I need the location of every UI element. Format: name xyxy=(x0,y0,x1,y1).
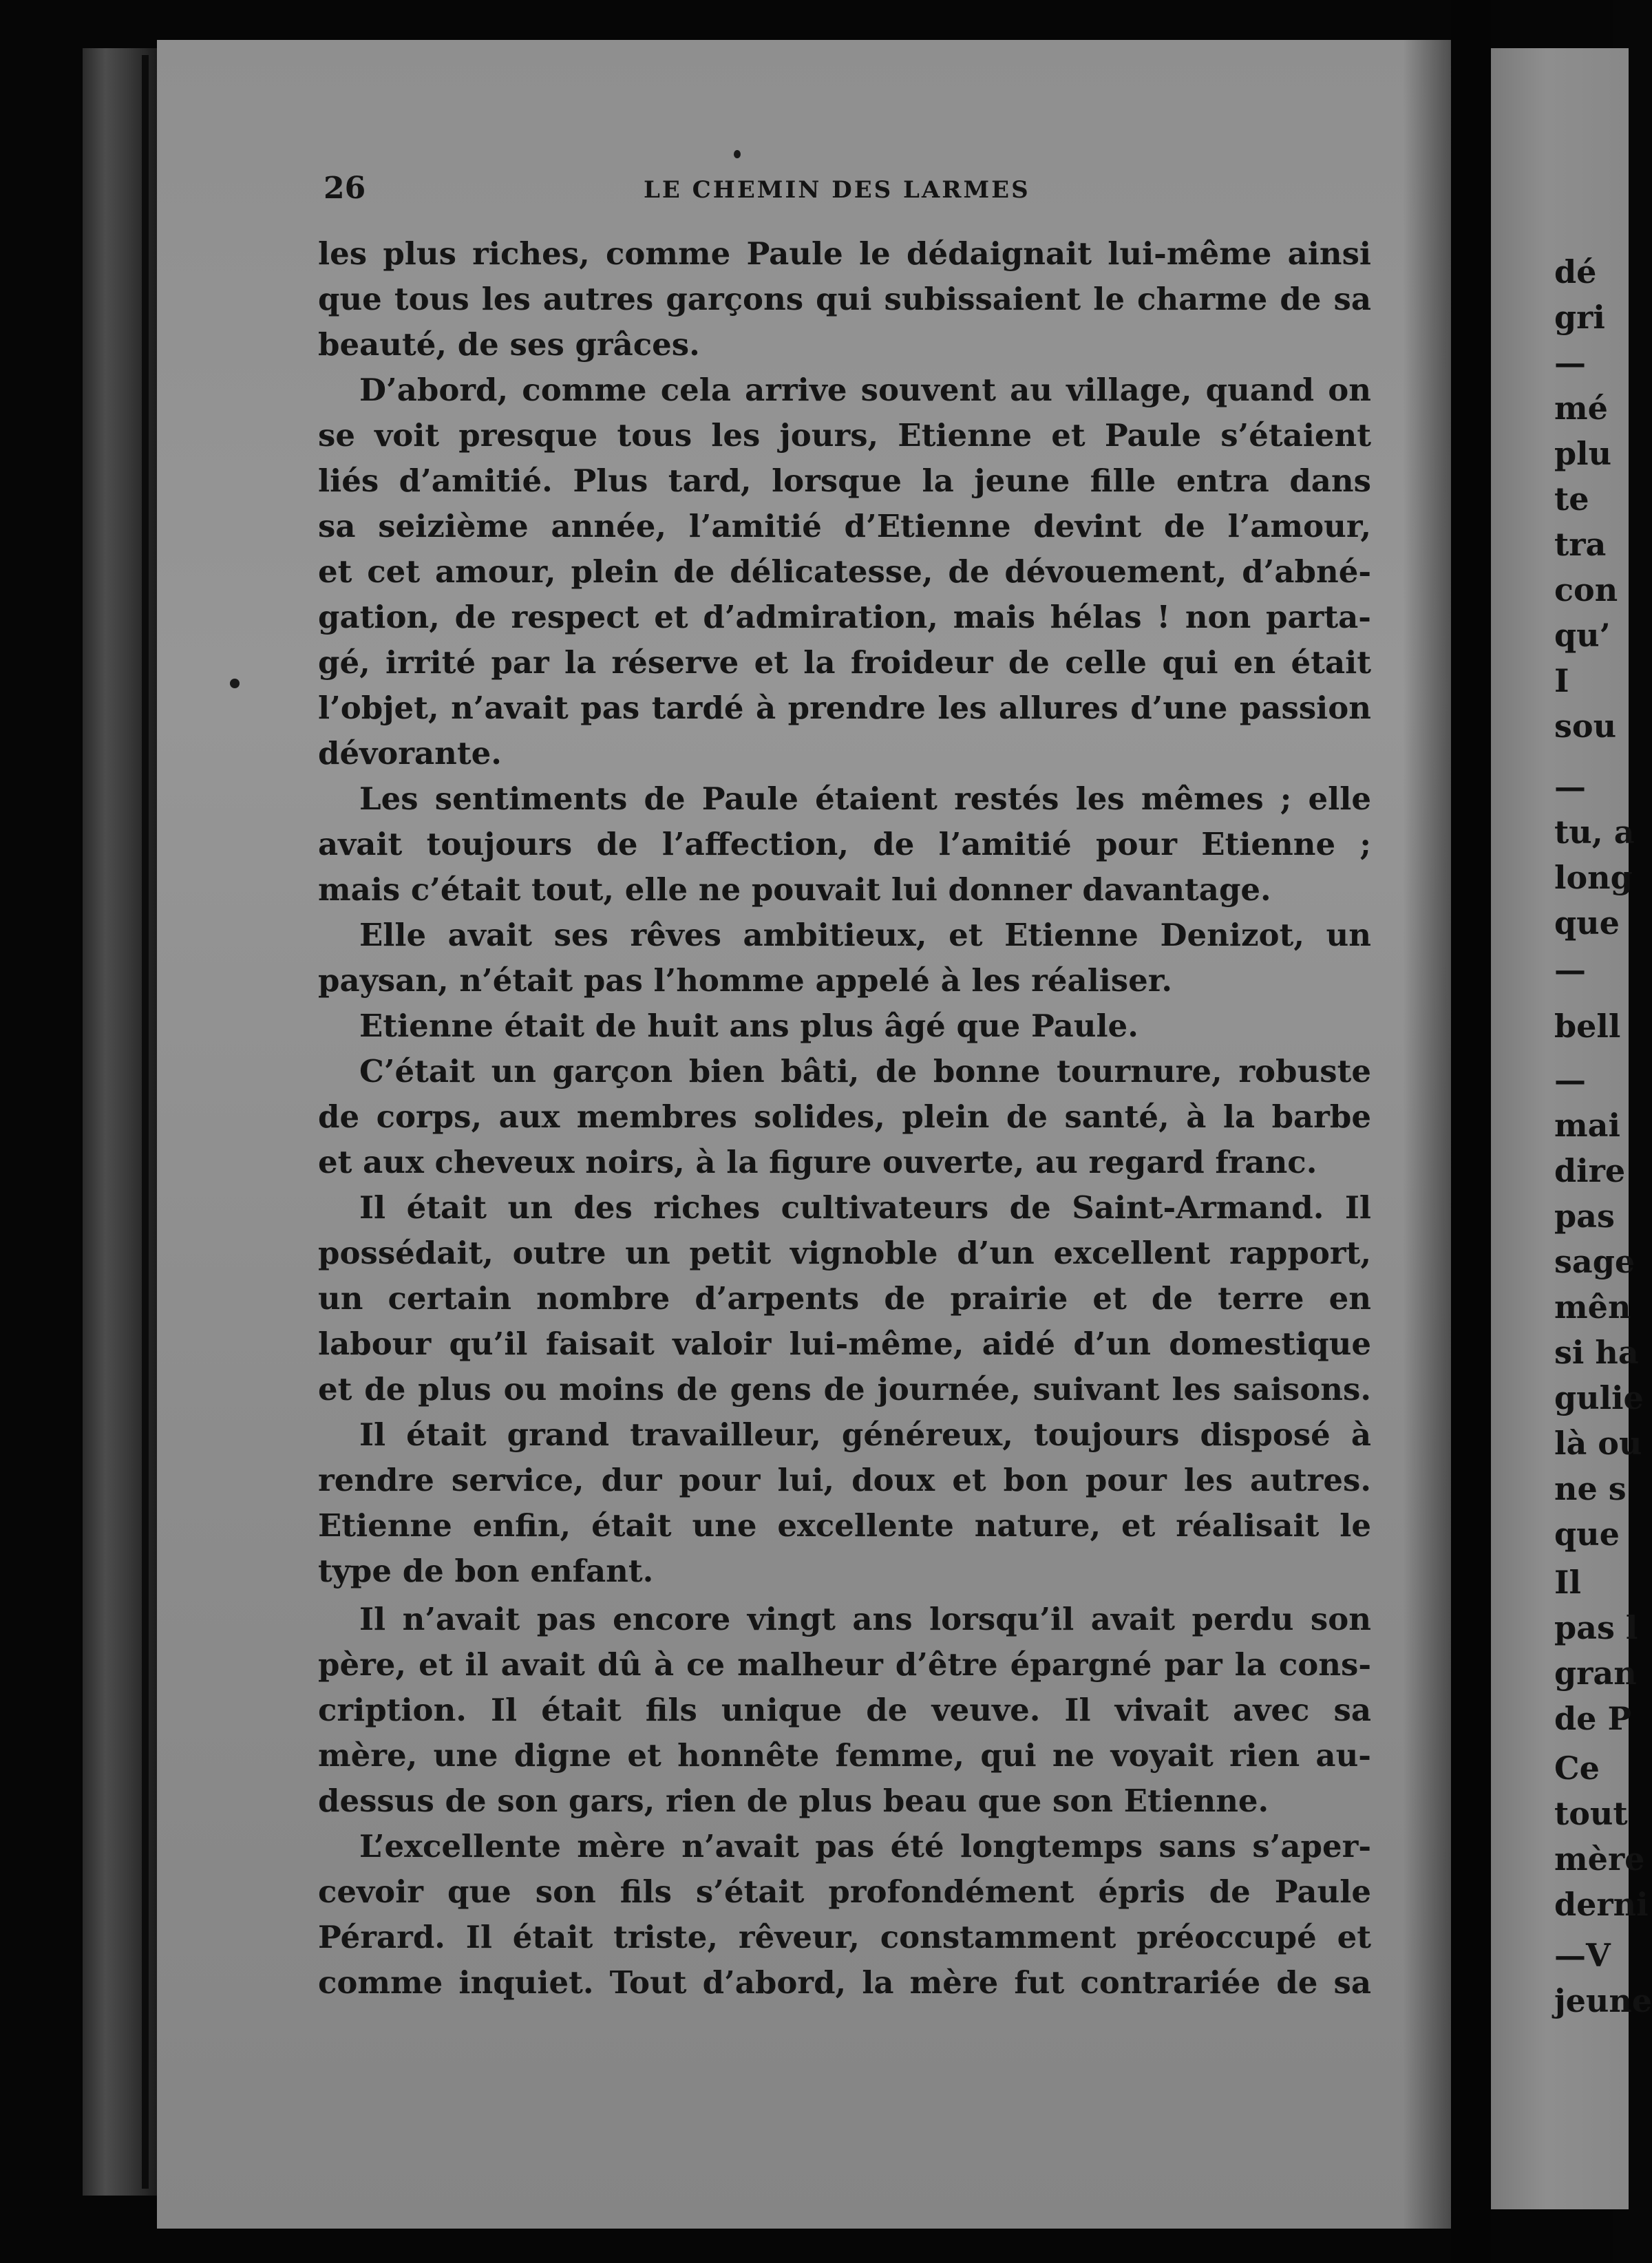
ink-spot xyxy=(734,150,741,158)
text-line: cription. Il était fils unique de veuve. Il vivait avec sa xyxy=(318,1692,1371,1728)
text-line: labour qu’il faisait valoir lui-même, aidé d’un domestique xyxy=(318,1326,1371,1362)
facing-page-text: bell xyxy=(1554,1008,1621,1045)
binding-gutter xyxy=(1451,0,1491,2263)
page-header xyxy=(324,171,1370,212)
facing-page-text: sou xyxy=(1554,708,1617,745)
page-binding-shadow xyxy=(1403,40,1451,2229)
facing-page-text: gri xyxy=(1554,299,1605,336)
facing-page-text: —V xyxy=(1554,1937,1611,1974)
facing-page-text: derni xyxy=(1554,1886,1649,1923)
text-line: l’objet, n’avait pas tardé à prendre les allures d’une passion xyxy=(318,690,1371,726)
text-line: possédait, outre un petit vignoble d’un excellent rapport, xyxy=(318,1235,1371,1271)
text-line: avait toujours de l’affection, de l’amitié pour Etienne ; xyxy=(318,826,1371,862)
facing-page-text: — xyxy=(1554,1061,1586,1098)
facing-page-text: sage xyxy=(1554,1243,1635,1280)
facing-page-text: dire xyxy=(1554,1152,1626,1189)
facing-page-fragment xyxy=(1491,48,1652,2209)
page-number: 26 xyxy=(324,171,366,206)
facing-page-text: mai xyxy=(1554,1107,1620,1144)
text-line: Pérard. Il était triste, rêveur, constamment préoccupé et xyxy=(318,1919,1371,1955)
text-line: C’était un garçon bien bâti, de bonne tournure, robuste xyxy=(359,1053,1371,1090)
text-line: Il était un des riches cultivateurs de Saint-Armand. Il xyxy=(359,1189,1371,1226)
text-line: et aux cheveux noirs, à la figure ouverte, au regard franc. xyxy=(318,1144,1317,1180)
text-line: mais c’était tout, elle ne pouvait lui donner davantage. xyxy=(318,871,1271,908)
text-line: Il était grand travailleur, généreux, toujours disposé à xyxy=(359,1416,1371,1453)
text-line: Elle avait ses rêves ambitieux, et Etienne Denizot, un xyxy=(359,917,1371,953)
text-line: dévorante. xyxy=(318,735,502,772)
facing-page-text: mé xyxy=(1554,390,1608,427)
facing-page-text: te xyxy=(1554,480,1589,518)
facing-page-text: pas xyxy=(1554,1198,1615,1235)
text-line: gé, irrité par la réserve et la froideur de celle qui en était xyxy=(318,644,1371,681)
facing-page-text: I xyxy=(1554,662,1569,699)
facing-page-text: tra xyxy=(1554,526,1607,563)
facing-page-text: dé xyxy=(1554,253,1597,290)
text-line: et cet amour, plein de délicatesse, de dévouement, d’abné- xyxy=(318,553,1371,590)
facing-page-text: mère xyxy=(1554,1840,1645,1878)
facing-page-text: que xyxy=(1554,1516,1620,1553)
facing-page-text: tout xyxy=(1554,1795,1628,1832)
running-title: LE CHEMIN DES LARMES xyxy=(644,176,1030,204)
text-line: beauté, de ses grâces. xyxy=(318,326,700,363)
left-edge-shadow-line xyxy=(142,55,149,2189)
text-line: Les sentiments de Paule étaient restés les mêmes ; elle xyxy=(359,780,1371,817)
facing-page-text: gran xyxy=(1554,1655,1637,1692)
text-line: type de bon enfant. xyxy=(318,1553,654,1589)
text-line: sa seizième année, l’amitié d’Etienne devint de l’amour, xyxy=(318,508,1371,544)
text-line: D’abord, comme cela arrive souvent au village, quand on xyxy=(359,372,1371,408)
text-line: père, et il avait dû à ce malheur d’être épargné par la cons- xyxy=(318,1646,1371,1683)
facing-page-text: — xyxy=(1554,768,1586,805)
facing-page-text: jeune xyxy=(1554,1982,1652,2019)
text-line: rendre service, dur pour lui, doux et bon pour les autres. xyxy=(318,1462,1371,1498)
text-line: Il n’avait pas encore vingt ans lorsqu’il avait perdu son xyxy=(359,1601,1371,1637)
text-line: liés d’amitié. Plus tard, lorsque la jeune fille entra dans xyxy=(318,463,1371,499)
text-line: dessus de son gars, rien de plus beau que son Etienne. xyxy=(318,1783,1269,1819)
text-line: paysan, n’était pas l’homme appelé à les réaliser. xyxy=(318,962,1173,999)
text-line: L’excellente mère n’avait pas été longtemps sans s’aper- xyxy=(359,1828,1371,1864)
text-line: mère, une digne et honnête femme, qui ne voyait rien au- xyxy=(318,1737,1371,1774)
text-line: un certain nombre d’arpents de prairie et de terre en xyxy=(318,1280,1371,1317)
text-line: gation, de respect et d’admiration, mais hélas ! non parta- xyxy=(318,599,1371,635)
facing-page-text: mên xyxy=(1554,1288,1631,1326)
facing-page-text: pas l xyxy=(1554,1609,1638,1646)
facing-page-text: de P xyxy=(1554,1700,1632,1737)
text-line: cevoir que son fils s’était profondément épris de Paule xyxy=(318,1873,1371,1910)
facing-page-text: — xyxy=(1554,344,1586,381)
facing-page-text: tu, a xyxy=(1554,814,1635,851)
text-line: les plus riches, comme Paule le dédaignait lui-même ainsi xyxy=(318,235,1371,272)
facing-page-text: si ha xyxy=(1554,1334,1639,1371)
facing-page-text: con xyxy=(1554,571,1618,608)
facing-page-text: — xyxy=(1554,951,1586,988)
facing-page-text: plu xyxy=(1554,435,1612,472)
facing-page-text: là ou xyxy=(1554,1425,1642,1462)
ink-spot xyxy=(230,679,240,688)
text-line: Etienne était de huit ans plus âgé que Paule. xyxy=(359,1008,1139,1044)
facing-page-text: long xyxy=(1554,859,1633,896)
facing-page-text: gulie xyxy=(1554,1379,1644,1416)
facing-page-text: Ce xyxy=(1554,1750,1600,1787)
facing-page-text: Il xyxy=(1554,1564,1581,1601)
text-line: Etienne enfin, était une excellente nature, et réalisait le xyxy=(318,1507,1371,1544)
facing-page-text: que xyxy=(1554,904,1620,942)
text-line: comme inquiet. Tout d’abord, la mère fut contrariée de sa xyxy=(318,1964,1371,2001)
facing-page-text: ne s xyxy=(1554,1470,1627,1507)
text-line: que tous les autres garçons qui subissaient le charme de sa xyxy=(318,281,1371,317)
text-line: de corps, aux membres solides, plein de santé, à la barbe xyxy=(318,1098,1371,1135)
facing-page-text: qu’ xyxy=(1554,617,1611,654)
text-line: et de plus ou moins de gens de journée, suivant les saisons. xyxy=(318,1371,1371,1407)
text-line: se voit presque tous les jours, Etienne et Paule s’étaient xyxy=(318,417,1371,454)
